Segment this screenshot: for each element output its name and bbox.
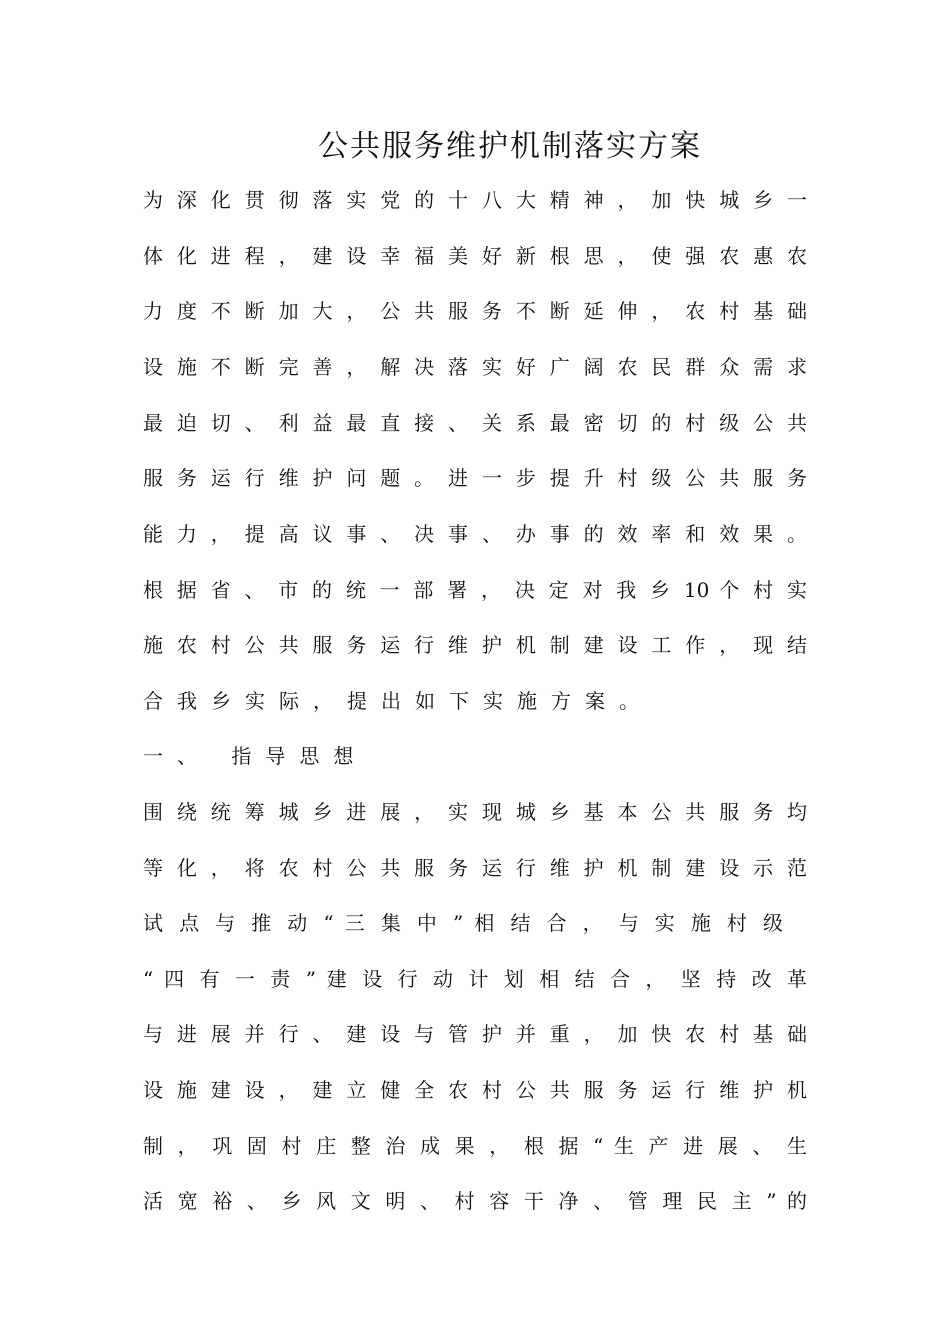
body-line: 能 力 ， 提 高 议 事 、 决 事 、 办 事 的 效 率 和 效 果 。	[143, 522, 807, 546]
body-line: 力 度 不 断 加 大 ， 公 共 服 务 不 断 延 伸 ， 农 村 基 础	[143, 299, 807, 323]
body-line: 设 施 建 设 ， 建 立 健 全 农 村 公 共 服 务 运 行 维 护 机	[143, 1078, 807, 1102]
body-line: 围 绕 统 筹 城 乡 进 展 ， 实 现 城 乡 基 本 公 共 服 务 均	[143, 800, 807, 824]
body-line: 等 化 ， 将 农 村 公 共 服 务 运 行 维 护 机 制 建 设 示 范	[143, 856, 807, 880]
body-line: 与 进 展 并 行 、 建 设 与 管 护 并 重 ， 加 快 农 村 基 础	[143, 1022, 807, 1046]
section-heading: 一、 指导思想	[143, 744, 368, 768]
body-line: 服 务 运 行 维 护 问 题 。 进 一 步 提 升 村 级 公 共 服 务	[143, 466, 807, 490]
body-line: 试 点 与 推 动 “ 三 集 中 ” 相 结 合 ， 与 实 施 村 级	[143, 911, 783, 935]
body-line: 为 深 化 贯 彻 落 实 党 的 十 八 大 精 神 ， 加 快 城 乡 一	[143, 188, 807, 212]
body-line: “ 四 有 一 责 ” 建 设 行 动 计 划 相 结 合 ， 坚 持 改 革	[143, 967, 807, 991]
document-title: 公共服务维护机制落实方案	[318, 129, 702, 164]
body-line: 施 农 村 公 共 服 务 运 行 维 护 机 制 建 设 工 作 ， 现 结	[143, 633, 807, 657]
body-line: 根 据 省 、 市 的 统 一 部 署 ， 决 定 对 我 乡 10 个 村 实	[143, 578, 807, 602]
body-line: 最 迫 切 、 利 益 最 直 接 、 关 系 最 密 切 的 村 级 公 共	[143, 411, 807, 435]
body-line: 合我乡实际，提出如下实施方案。	[143, 689, 653, 713]
body-line: 活 宽 裕 、 乡 风 文 明 、 村 容 干 净 、 管 理 民 主 ” 的	[143, 1189, 807, 1213]
body-line: 设 施 不 断 完 善 ， 解 决 落 实 好 广 阔 农 民 群 众 需 求	[143, 355, 807, 379]
body-line: 体 化 进 程 ， 建 设 幸 福 美 好 新 根 思 ， 使 强 农 惠 农	[143, 244, 807, 268]
body-line: 制 ， 巩 固 村 庄 整 治 成 果 ， 根 据 “ 生 产 进 展 、 生	[143, 1134, 807, 1158]
